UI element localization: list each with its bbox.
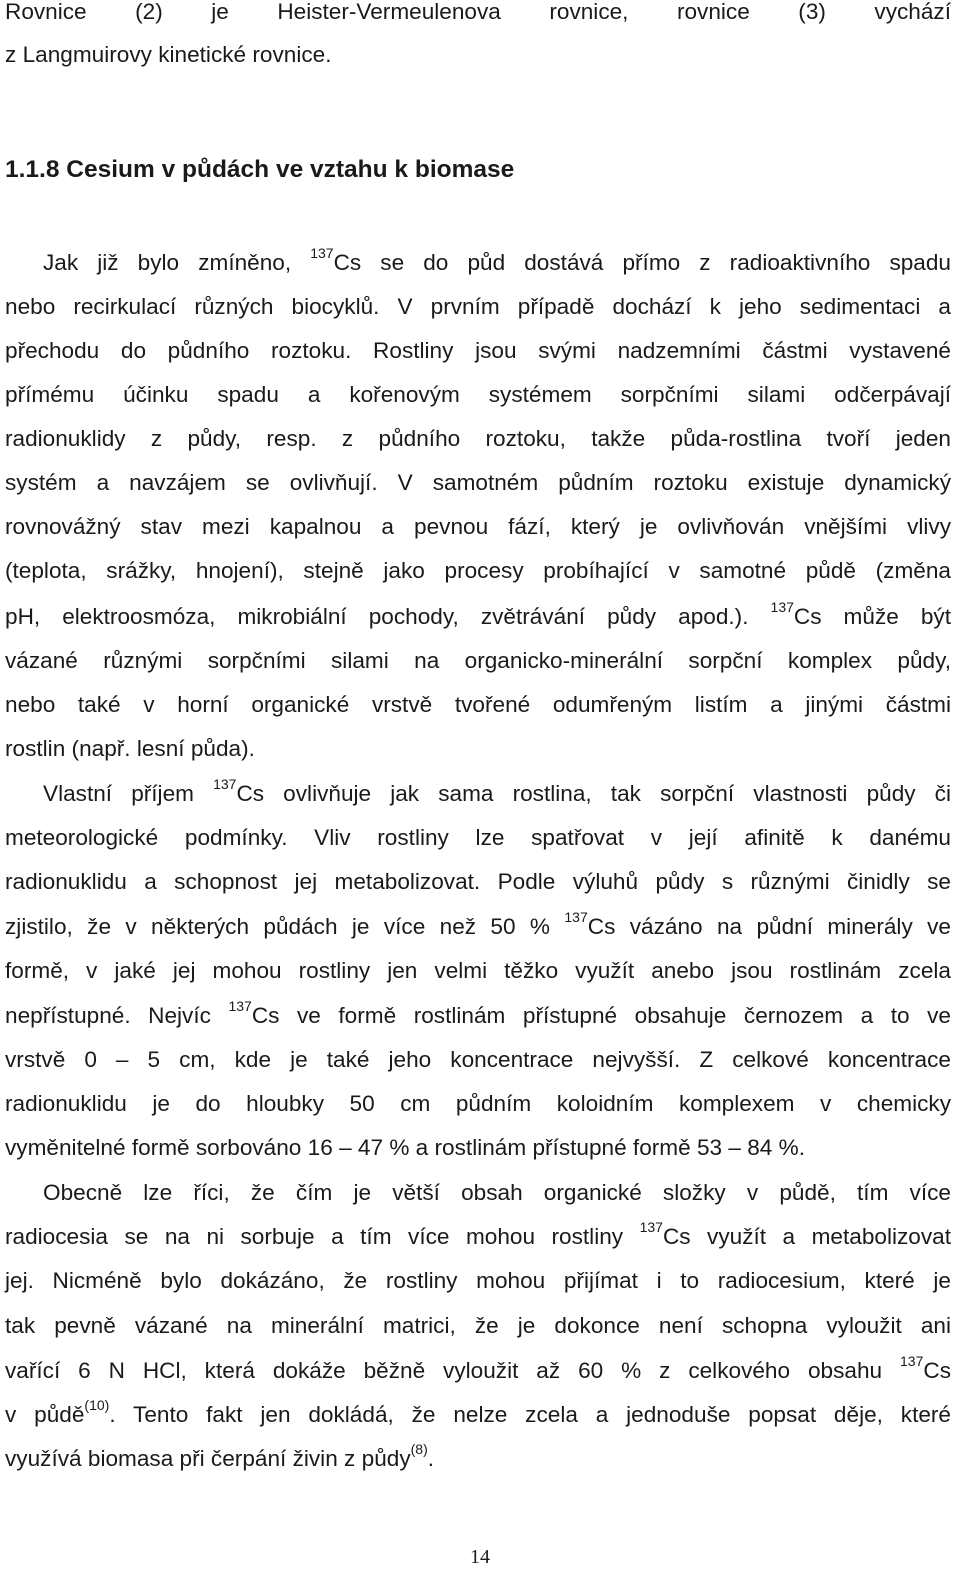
isotope-superscript: 137 — [639, 1219, 663, 1236]
paragraph-3-line: jej. Nicméně bylo dokázáno, že rostliny mohou přijímat i to radiocesium, které je — [5, 1268, 951, 1293]
paragraph-2-line: zjistilo, že v některých půdách je více než 50 % $^{137}$Cs vázáno na půdní minerály ve — [5, 909, 951, 939]
isotope-superscript: 137 — [310, 245, 334, 262]
paragraph-1-line: radionuklidy z půdy, resp. z půdního roztoku, takže půda-rostlina tvoří jeden — [5, 426, 951, 451]
paragraph-2-line: meteorologické podmínky. Vliv rostliny lze spatřovat v její afinitě k danému — [5, 825, 951, 850]
paragraph-1-line: přechodu do půdního roztoku. Rostliny jsou svými nadzemními částmi vystavené — [5, 338, 951, 363]
page-number: 14 — [470, 1546, 490, 1568]
intro-line-1: Rovnice (2) je Heister-Vermeulenova rovnice, rovnice (3) vychází — [5, 0, 951, 24]
paragraph-2-line: vyměnitelné formě sorbováno 16 – 47 % a rostlinám přístupné formě 53 – 84 %. — [5, 1135, 805, 1160]
isotope-superscript: 137 — [228, 998, 252, 1015]
isotope-superscript: 137 — [213, 776, 237, 793]
section-heading: 1.1.8 Cesium v půdách ve vztahu k biomase — [5, 156, 515, 183]
paragraph-2-line: nepřístupné. Nejvíc $^{137}$Cs ve formě rostlinám přístupné obsahuje černozem a to ve — [5, 998, 951, 1028]
paragraph-1-line: rostlin (např. lesní půda). — [5, 736, 255, 761]
reference-superscript: (8) — [410, 1441, 428, 1458]
paragraph-2-line: radionuklidu je do hloubky 50 cm půdním koloidním komplexem v chemicky — [5, 1091, 951, 1116]
paragraph-2-line: formě, v jaké jej mohou rostliny jen velmi těžko využít anebo jsou rostlinám zcela — [5, 958, 951, 983]
paragraph-3-line: Obecně lze říci, že čím je větší obsah organické složky v půdě, tím více — [43, 1180, 951, 1205]
isotope-superscript: 137 — [900, 1353, 924, 1370]
reference-superscript: (10) — [84, 1397, 110, 1414]
paragraph-1-line: přímému účinku spadu a kořenovým systémem sorpčními silami odčerpávají — [5, 382, 951, 407]
isotope-superscript: 137 — [770, 599, 794, 616]
paragraph-1-line: pH, elektroosmóza, mikrobiální pochody, zvětrávání půdy apod.). $^{137}$Cs může být — [5, 599, 951, 629]
paragraph-1-line: systém a navzájem se ovlivňují. V samotném půdním roztoku existuje dynamický — [5, 470, 951, 495]
paragraph-1-line: nebo recirkulací různých biocyklů. V prvním případě dochází k jeho sedimentaci a — [5, 294, 951, 319]
paragraph-3-line: radiocesia se na ni sorbuje a tím více mohou rostliny $^{137}$Cs využít a metabolizovat — [5, 1219, 951, 1249]
paragraph-3-line: vařící 6 N HCl, která dokáže běžně vyloužit až 60 % z celkového obsahu $^{137}$Cs — [5, 1353, 951, 1383]
paragraph-2-line: Vlastní příjem $^{137}$Cs ovlivňuje jak sama rostlina, tak sorpční vlastnosti půdy či — [43, 776, 951, 806]
paragraph-1-line: Jak již bylo zmíněno, $^{137}$Cs se do půd dostává přímo z radioaktivního spadu — [43, 245, 951, 275]
paragraph-1-line: rovnovážný stav mezi kapalnou a pevnou fází, který je ovlivňován vnějšími vlivy — [5, 514, 951, 539]
paragraph-1-line: (teplota, srážky, hnojení), stejně jako procesy probíhající v samotné půdě (změna — [5, 558, 951, 583]
intro-line-2: z Langmuirovy kinetické rovnice. — [5, 42, 332, 67]
paragraph-2-line: radionuklidu a schopnost jej metabolizovat. Podle výluhů půdy s různými činidly se — [5, 869, 951, 894]
paragraph-1-line: vázané různými sorpčními silami na organicko-minerální sorpční komplex půdy, — [5, 648, 951, 673]
paragraph-3-line: využívá biomasa při čerpání živin z půdy$^{(8)}$. — [5, 1441, 435, 1471]
paragraph-3-line: v půdě$^{(10)}$. Tento fakt jen dokládá, že nelze zcela a jednoduše popsat děje, které — [5, 1397, 951, 1427]
paragraph-3-line: tak pevně vázané na minerální matrici, že je dokonce není schopna vyloužit ani — [5, 1313, 951, 1338]
paragraph-1-line: nebo také v horní organické vrstvě tvořené odumřeným listím a jinými částmi — [5, 692, 951, 717]
isotope-superscript: 137 — [564, 909, 588, 926]
paragraph-2-line: vrstvě 0 – 5 cm, kde je také jeho koncentrace nejvyšší. Z celkové koncentrace — [5, 1047, 951, 1072]
